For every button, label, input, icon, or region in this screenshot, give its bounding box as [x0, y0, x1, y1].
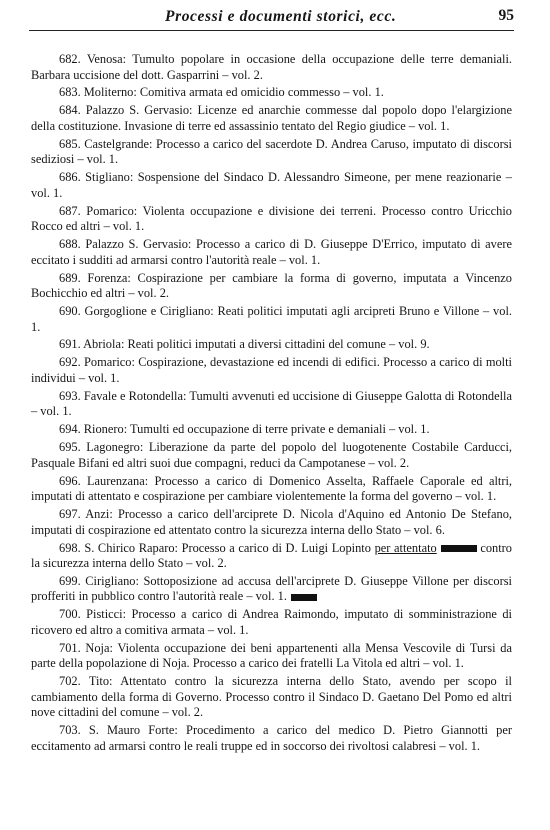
list-item: 703. S. Mauro Forte: Procedimento a carico del medico D. Pietro Giannotti per eccitamento ad armarsi contro le reali truppe ed in soccorso dei rivoltosi calabresi – vol. 1. — [31, 723, 512, 753]
list-item: 694. Rionero: Tumulti ed occupazione di terre private e demaniali – vol. 1. — [59, 422, 430, 437]
list-item: 688. Palazzo S. Gervasio: Processo a carico di D. Giuseppe D'Errico, imputato di avere eccitato i sudditi ad armarsi contro l'autorità reale – vol. 1. — [31, 237, 512, 267]
list-item: 692. Pomarico: Cospirazione, devastazione ed incendi di edifici. Processo a carico di molti individui – vol. 1. — [31, 355, 512, 385]
list-item: 695. Lagonegro: Liberazione da parte del popolo del luogotenente Costabile Carducci, Pasquale Bifani ed altri suoi due compagni, reduci da Campotanese – vol. 2. — [31, 440, 512, 470]
list-item: 693. Favale e Rotondella: Tumulti avvenuti ed uccisione di Giuseppe Galotta di Rotondella – vol. 1. — [31, 388, 512, 419]
redaction-mark — [441, 545, 477, 552]
list-item: 682. Venosa: Tumulto popolare in occasione della occupazione delle terre demaniali. Barbara uccisione del dott. Gasparrini – vol. 2. — [31, 52, 512, 82]
redaction-mark — [291, 594, 317, 601]
list-item: 701. Noja: Violenta occupazione dei beni appartenenti alla Mensa Vescovile di Tursi da parte della popolazione di Noja. Processo a carico dei fratelli La Vitola ed altri – vol. 1. — [31, 640, 512, 671]
list-item: 687. Pomarico: Violenta occupazione e divisione dei terreni. Processo contro Uricchio Rocco ed altri – vol. 1. — [31, 203, 512, 234]
list-item: 686. Stigliano: Sospensione del Sindaco D. Alessandro Simeone, per mene reazionarie – vol. 1. — [31, 170, 512, 200]
running-title: Processi e documenti storici, ecc. — [165, 8, 397, 25]
list-item: 702. Tito: Attentato contro la sicurezza interna dello Stato, avendo per scopo il cambiamento della forma di Governo. Processo contro il Sindaco D. Gaetano Del Pomo ed altri nove cittadini del comune – vol. 2. — [31, 674, 512, 720]
list-item — [31, 574, 512, 605]
list-item: 700. Pisticci: Processo a carico di Andrea Raimondo, imputato di somministrazione di ricovero ed altro a comitiva armata – vol. 1. — [31, 607, 512, 637]
list-item: 683. Moliterno: Comitiva armata ed omicidio commesso – vol. 1. — [59, 85, 384, 100]
list-item: 690. Gorgoglione e Cirigliano: Reati politici imputati agli arcipreti Bruno e Villone – vol. 1. — [31, 304, 512, 334]
list-item: 685. Castelgrande: Processo a carico del sacerdote D. Andrea Caruso, imputato di discorsi sediziosi – vol. 1. — [31, 136, 512, 167]
entry-list — [31, 52, 512, 757]
list-item: 684. Palazzo S. Gervasio: Licenze ed anarchie commesse dal popolo dopo l'elargizione della costituzione. Invasione di terre ed assassinio tentato del Regio giudice – vol. 1. — [31, 103, 512, 133]
list-item: 691. Abriola: Reati politici imputati a diversi cittadini del comune – vol. 9. — [59, 337, 430, 352]
list-item-698 — [31, 541, 512, 572]
entry-698-text-end: contro la sicurezza interna dello Stato – vol. 2. — [31, 540, 513, 570]
page-number: 95 — [498, 7, 514, 24]
list-item: 697. Anzi: Processo a carico dell'arciprete D. Nicola d'Aquino ed Antonio De Stefano, imputati di cospirazione ed attentato contro la sicurezza interna dello Stato – vol. 6. — [31, 507, 512, 537]
running-header — [29, 6, 514, 31]
entry-698-underlined-text: per attentato — [374, 540, 437, 555]
list-item: 689. Forenza: Cospirazione per cambiare la forma di governo, imputata a Vincenzo Bochicchio ed altri – vol. 2. — [31, 270, 512, 301]
entry-699-text: 699. Cirigliano: Sottoposizione ad accusa dell'arciprete D. Giuseppe Villone per discorsi profferiti in pubblico contro l'autorità reale – vol. 1. — [31, 573, 512, 604]
entry-698-text: 698. S. Chirico Raparo: Processo a carico di D. Luigi Lopinto — [59, 540, 375, 555]
list-item: 696. Laurenzana: Processo a carico di Domenico Asselta, Raffaele Caporale ed altri, imputati di attentato e cospirazione per cambiare violentemente la forma del governo – vol. 1. — [31, 473, 512, 504]
